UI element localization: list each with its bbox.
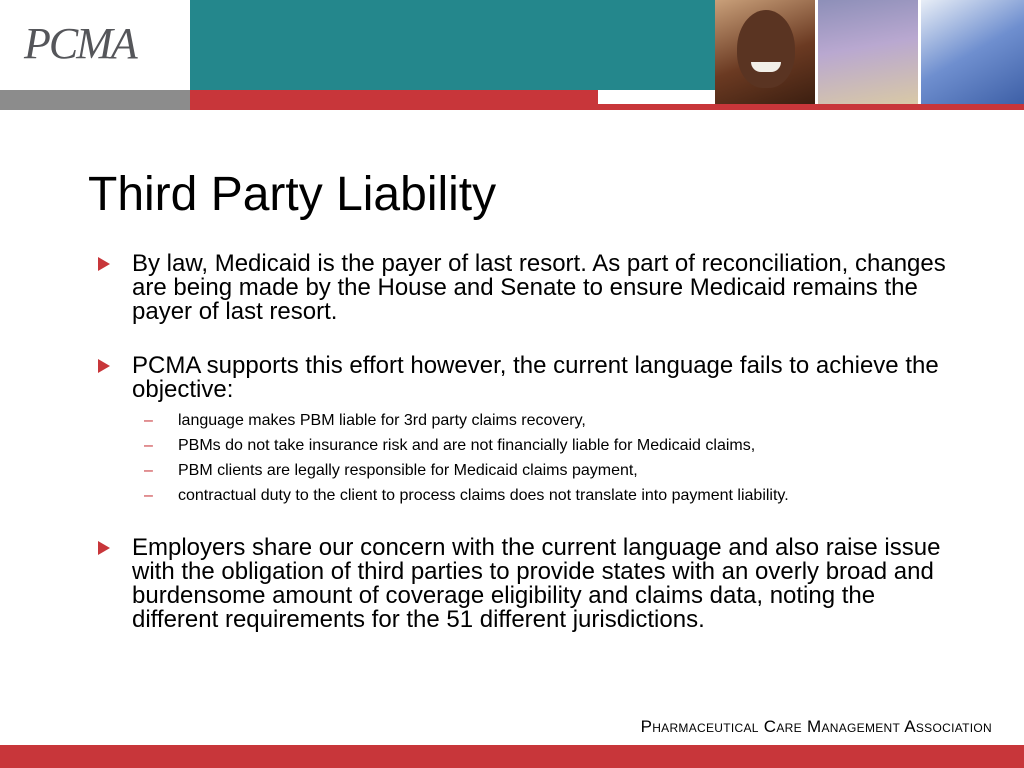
header-photo-strip [715,0,1024,105]
sub-bullet-item [132,408,946,433]
photo-syringe [921,0,1024,105]
photo-smiling-man [715,0,815,105]
header-gray-bar [0,90,190,110]
dash-bullet-icon: – [144,437,153,454]
photo-pharmacy [818,0,918,105]
bullet-text: PCMA supports this effort however, the current language fails to achieve the objective: [132,352,939,403]
triangle-bullet-icon [98,541,110,555]
sub-bullet-item [132,433,946,458]
face-shape [737,10,795,88]
sub-bullet-text: PBMs do not take insurance risk and are not financially liable for Medicaid claims, [178,437,756,454]
logo-area [0,0,190,90]
sub-bullet-list [132,408,946,508]
header-red-line [598,104,1024,110]
bullet-item [96,354,946,508]
bullet-item [96,252,946,324]
sub-bullet-text: PBM clients are legally responsible for Medicaid claims payment, [178,462,638,479]
sub-bullet-text: language makes PBM liable for 3rd party claims recovery, [178,412,586,429]
bullet-text: Employers share our concern with the current language and also raise issue with the obligation of third parties to provide states with an overly broad and burdensome amount of coverage eligibility and claims data, noting the different requirements for the 51 different jurisdictions. [132,534,941,633]
pcma-logo: PCMA [24,19,136,68]
sub-bullet-item [132,458,946,483]
bullet-list [96,252,946,662]
triangle-bullet-icon [98,359,110,373]
dash-bullet-icon: – [144,487,153,504]
dash-bullet-icon: – [144,412,153,429]
bullet-item [96,536,946,632]
slide-title: Third Party Liability [88,168,497,221]
slide-header [0,0,1024,110]
header-teal-band [190,0,715,90]
footer-organization: Pharmaceutical Care Management Association [640,717,992,736]
bullet-text: By law, Medicaid is the payer of last resort. As part of reconciliation, changes are being made by the House and Senate to ensure Medicaid remains the payer of last resort. [132,250,946,325]
header-red-bar [190,90,598,110]
dash-bullet-icon: – [144,462,153,479]
sub-bullet-text: contractual duty to the client to process claims does not translate into payment liability. [178,487,789,504]
triangle-bullet-icon [98,257,110,271]
footer-red-bar [0,745,1024,768]
sub-bullet-item [132,483,946,508]
